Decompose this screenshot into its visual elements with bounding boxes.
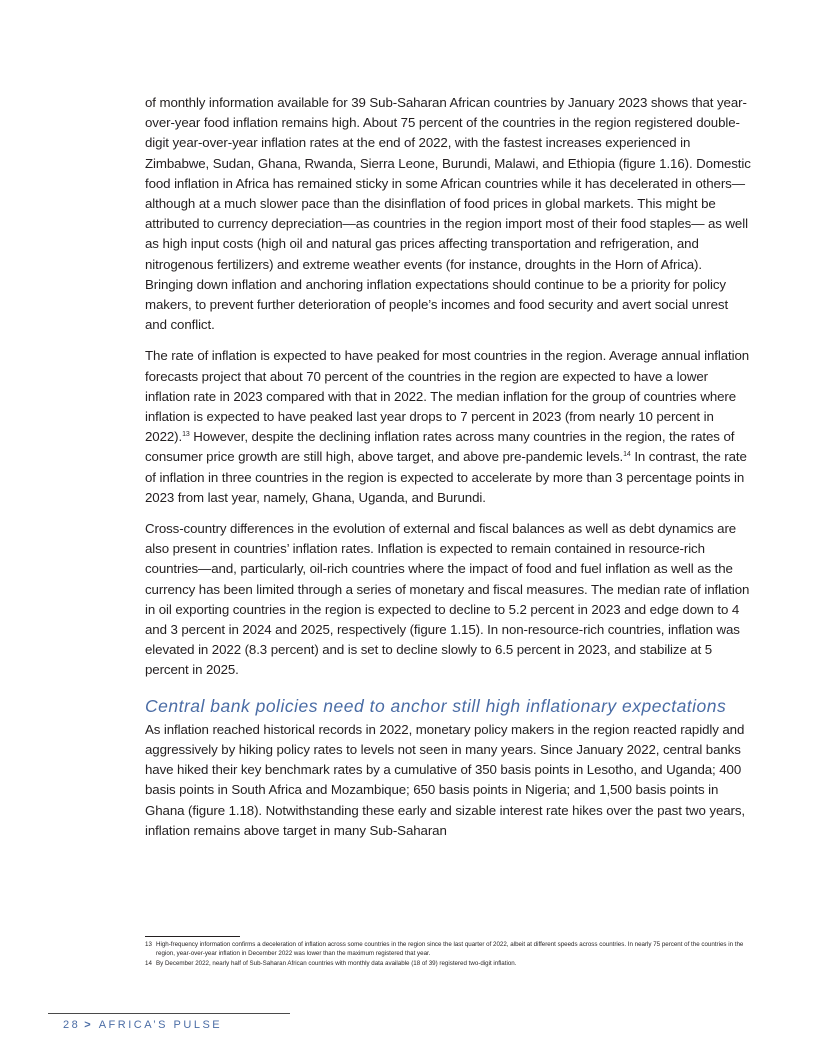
- chevron-right-icon: >: [84, 1019, 91, 1031]
- main-content: [145, 93, 753, 852]
- footnote-number: 13: [145, 941, 152, 948]
- footnotes: [145, 941, 753, 971]
- footnote-number: 14: [145, 960, 152, 968]
- footnote-divider: [145, 936, 240, 937]
- section-heading: Central bank policies need to anchor still high inflationary expectations: [145, 695, 727, 716]
- publication-title: AFRICA’S PULSE: [98, 1019, 223, 1031]
- footnote-13: [145, 941, 753, 958]
- body-paragraph-cross-country: Cross-country differences in the evolution of external and fiscal balances as well as debt dynamics are also present in countries’ inflation rates. Inflation is expected to remain contained in resource-rich countries—and, particularly, oil-rich countries where the impact of food and fuel inflation as well as the currency has been limited through a series of monetary and fiscal measures. The median rate of inflation in oil exporting countries in the region is expected to decline to 5.2 percent in 2023 and edge down to 4 and 3 percent in 2024 and 2025, respectively (figure 1.15). In non-resource-rich countries, inflation was elevated in 2022 (8.3 percent) and is set to decline slowly to 6.5 percent in 2023, and stabilize at 5 percent in 2025.: [145, 521, 750, 678]
- footnote-14: [145, 960, 753, 969]
- footnote-text: By December 2022, nearly half of Sub-Saharan African countries with monthly data available (18 of 39) registered two-digit inflation.: [156, 960, 517, 968]
- body-paragraph-inflation-peak: [145, 346, 753, 508]
- footnote-text: High-frequency information confirms a deceleration of inflation across some countries in the region since the last quarter of 2022, albeit at different speeds across countries. In nearly 75 percent of the countries in the region, year-over-year inflation in December 2022 was lower than the maximum registered that year.: [156, 941, 744, 957]
- body-paragraph-food-inflation: of monthly information available for 39 Sub-Saharan African countries by January 2023 shows that year-over-year food inflation remains high. About 75 percent of the countries in the region registered double-digit year-over-year inflation rates at the end of 2022, with the fastest increases experienced in Zimbabwe, Sudan, Ghana, Rwanda, Sierra Leone, Burundi, Malawi, and Ethiopia (figure 1.16). Domestic food inflation in Africa has remained sticky in some African countries while it has decelerated in others—although at a much slower pace than the disinflation of food prices in global markets. This might be attributed to currency depreciation—as countries in the region import most of their food staples— as well as high input costs (high oil and natural gas prices affecting transportation and refrigeration, and nitrogenous fertilizers) and extreme weather events (for instance, droughts in the Horn of Africa). Bringing down inflation and anchoring inflation expectations should continue to be a priority for policy makers, to prevent further deterioration of people’s incomes and food security and avert social unrest and conflict.: [145, 95, 751, 333]
- paragraph-text: In contrast, the rate of inflation in three countries in the region is expected to accelerate by more than 3 percentage points in 2023 from last year, namely, Ghana, Uganda, and Burundi.: [145, 449, 747, 505]
- footer-divider: [48, 1013, 290, 1014]
- footnote-ref-13[interactable]: 13: [182, 431, 190, 439]
- paragraph-text: However, despite the declining inflation rates across many countries in the region, the rates of consumer price growth are still high, above target, and above pre-pandemic levels.: [145, 429, 735, 465]
- paragraph-text: The rate of inflation is expected to have peaked for most countries in the region. Average annual inflation forecasts project that about 70 percent of the countries in the region are expected to have a lower inflation rate in 2023 compared with that in 2022. The median inflation for the group of countries where inflation is expected to have peaked last year drops to 7 percent in 2023 (from nearly 10 percent in 2022).: [145, 348, 750, 445]
- footnote-ref-14[interactable]: 14: [623, 451, 631, 459]
- body-paragraph-central-bank: As inflation reached historical records in 2022, monetary policy makers in the region reacted rapidly and aggressively by hiking policy rates to levels not seen in many years. Since January 2022, central banks have hiked their key benchmark rates by a cumulative of 350 basis points in Lesotho, and Uganda; 400 basis points in South Africa and Mozambique; 650 basis points in Nigeria; and 1,500 basis points in Ghana (figure 1.18). Notwithstanding these early and sizable interest rate hikes over the past two years, inflation remains above target in many Sub-Saharan: [145, 721, 746, 838]
- page-number: 28: [63, 1019, 81, 1031]
- page-footer: [63, 1018, 222, 1032]
